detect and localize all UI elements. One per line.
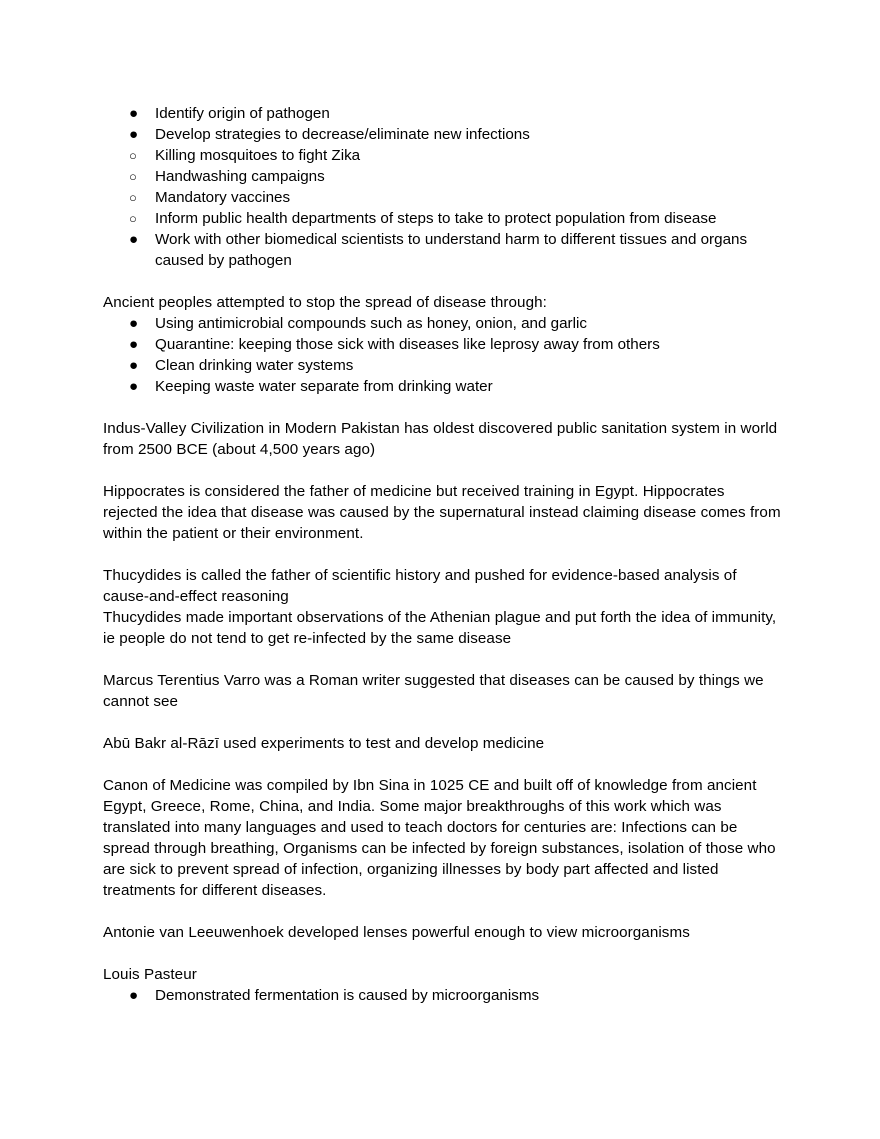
document-body <box>103 103 781 1006</box>
list-item <box>103 985 781 1006</box>
list-item <box>103 124 781 145</box>
list-item <box>103 145 781 166</box>
paragraph-spacer <box>103 901 781 922</box>
bullet-filled-icon: ● <box>129 315 139 332</box>
bullet-hollow-icon: ○ <box>129 190 137 205</box>
nested-list-container <box>103 145 781 229</box>
list-item <box>103 208 781 229</box>
list-item-label: Keeping waste water separate from drinking water <box>155 378 493 395</box>
bullet-filled-icon: ● <box>129 378 139 395</box>
list-ancient-methods <box>103 313 781 397</box>
list-item <box>103 313 781 334</box>
list-item-label: Develop strategies to decrease/eliminate new infections <box>155 126 530 143</box>
list-item-label: Using antimicrobial compounds such as honey, onion, and garlic <box>155 315 587 332</box>
list-item-label: Identify origin of pathogen <box>155 105 330 122</box>
list-item-label: Killing mosquitoes to fight Zika <box>155 147 361 164</box>
bullet-filled-icon: ● <box>129 231 139 248</box>
bullet-filled-icon: ● <box>129 336 139 353</box>
list-item <box>103 355 781 376</box>
paragraph-spacer <box>103 754 781 775</box>
bullet-filled-icon: ● <box>129 987 139 1004</box>
pasteur-heading: Louis Pasteur <box>103 966 197 983</box>
varro-paragraph: Marcus Terentius Varro was a Roman writer suggested that diseases can be caused by things we cannot see <box>103 672 764 710</box>
list-item <box>103 187 781 208</box>
bullet-filled-icon: ● <box>129 105 139 122</box>
list-item-label: Handwashing campaigns <box>155 168 325 185</box>
indus-valley-paragraph: Indus-Valley Civilization in Modern Pakistan has oldest discovered public sanitation system in world from 2500 BCE (about 4,500 years ago) <box>103 420 778 458</box>
paragraph-spacer <box>103 397 781 418</box>
al-razi-paragraph: Abū Bakr al-Rāzī used experiments to test and develop medicine <box>103 735 545 752</box>
canon-of-medicine-paragraph: Canon of Medicine was compiled by Ibn Sina in 1025 CE and built off of knowledge from ancient Egypt, Greece, Rome, China, and India. Some major breakthroughs of this work which was translated into many languages and used to teach doctors for centuries are: Infections can be spread through breathing, Organisms can be infected by foreign substances, isolation of those who are sick to prevent spread of infection, organizing illnesses by body part affected and listed treatments for different diseases. <box>103 777 776 899</box>
ancient-peoples-intro: Ancient peoples attempted to stop the spread of disease through: <box>103 294 547 311</box>
paragraph-spacer <box>103 943 781 964</box>
thucydides-paragraph-2: Thucydides made important observations of the Athenian plague and put forth the idea of immunity, ie people do not tend to get re-infected by the same disease <box>103 609 777 647</box>
list-item-label: Work with other biomedical scientists to understand harm to different tissues and organs caused by pathogen <box>155 231 748 269</box>
list-item-label: Quarantine: keeping those sick with diseases like leprosy away from others <box>155 336 660 353</box>
bullet-filled-icon: ● <box>129 126 139 143</box>
bullet-filled-icon: ● <box>129 357 139 374</box>
list-pathogen-tasks <box>103 103 781 271</box>
list-item-label: Clean drinking water systems <box>155 357 354 374</box>
list-item <box>103 166 781 187</box>
hippocrates-paragraph: Hippocrates is considered the father of medicine but received training in Egypt. Hippocrates rejected the idea that disease was caused by the supernatural instead claiming disease comes from within the patient or their environment. <box>103 483 781 542</box>
list-pasteur-contributions <box>103 985 781 1006</box>
list-item-label: Mandatory vaccines <box>155 189 291 206</box>
bullet-hollow-icon: ○ <box>129 148 137 163</box>
paragraph-spacer <box>103 271 781 292</box>
leeuwenhoek-paragraph: Antonie van Leeuwenhoek developed lenses powerful enough to view microorganisms <box>103 924 690 941</box>
list-item <box>103 376 781 397</box>
paragraph-spacer <box>103 712 781 733</box>
paragraph-spacer <box>103 544 781 565</box>
list-item-label: Inform public health departments of steps to take to protect population from disease <box>155 210 717 227</box>
list-item-label: Demonstrated fermentation is caused by microorganisms <box>155 987 540 1004</box>
list-item <box>103 103 781 124</box>
bullet-hollow-icon: ○ <box>129 169 137 184</box>
list-item <box>103 229 781 271</box>
paragraph-spacer <box>103 460 781 481</box>
list-item <box>103 334 781 355</box>
thucydides-paragraph-1: Thucydides is called the father of scientific history and pushed for evidence-based analysis of cause-and-effect reasoning <box>103 567 737 605</box>
paragraph-spacer <box>103 649 781 670</box>
bullet-hollow-icon: ○ <box>129 211 137 226</box>
list-pathogen-strategies <box>103 145 781 229</box>
